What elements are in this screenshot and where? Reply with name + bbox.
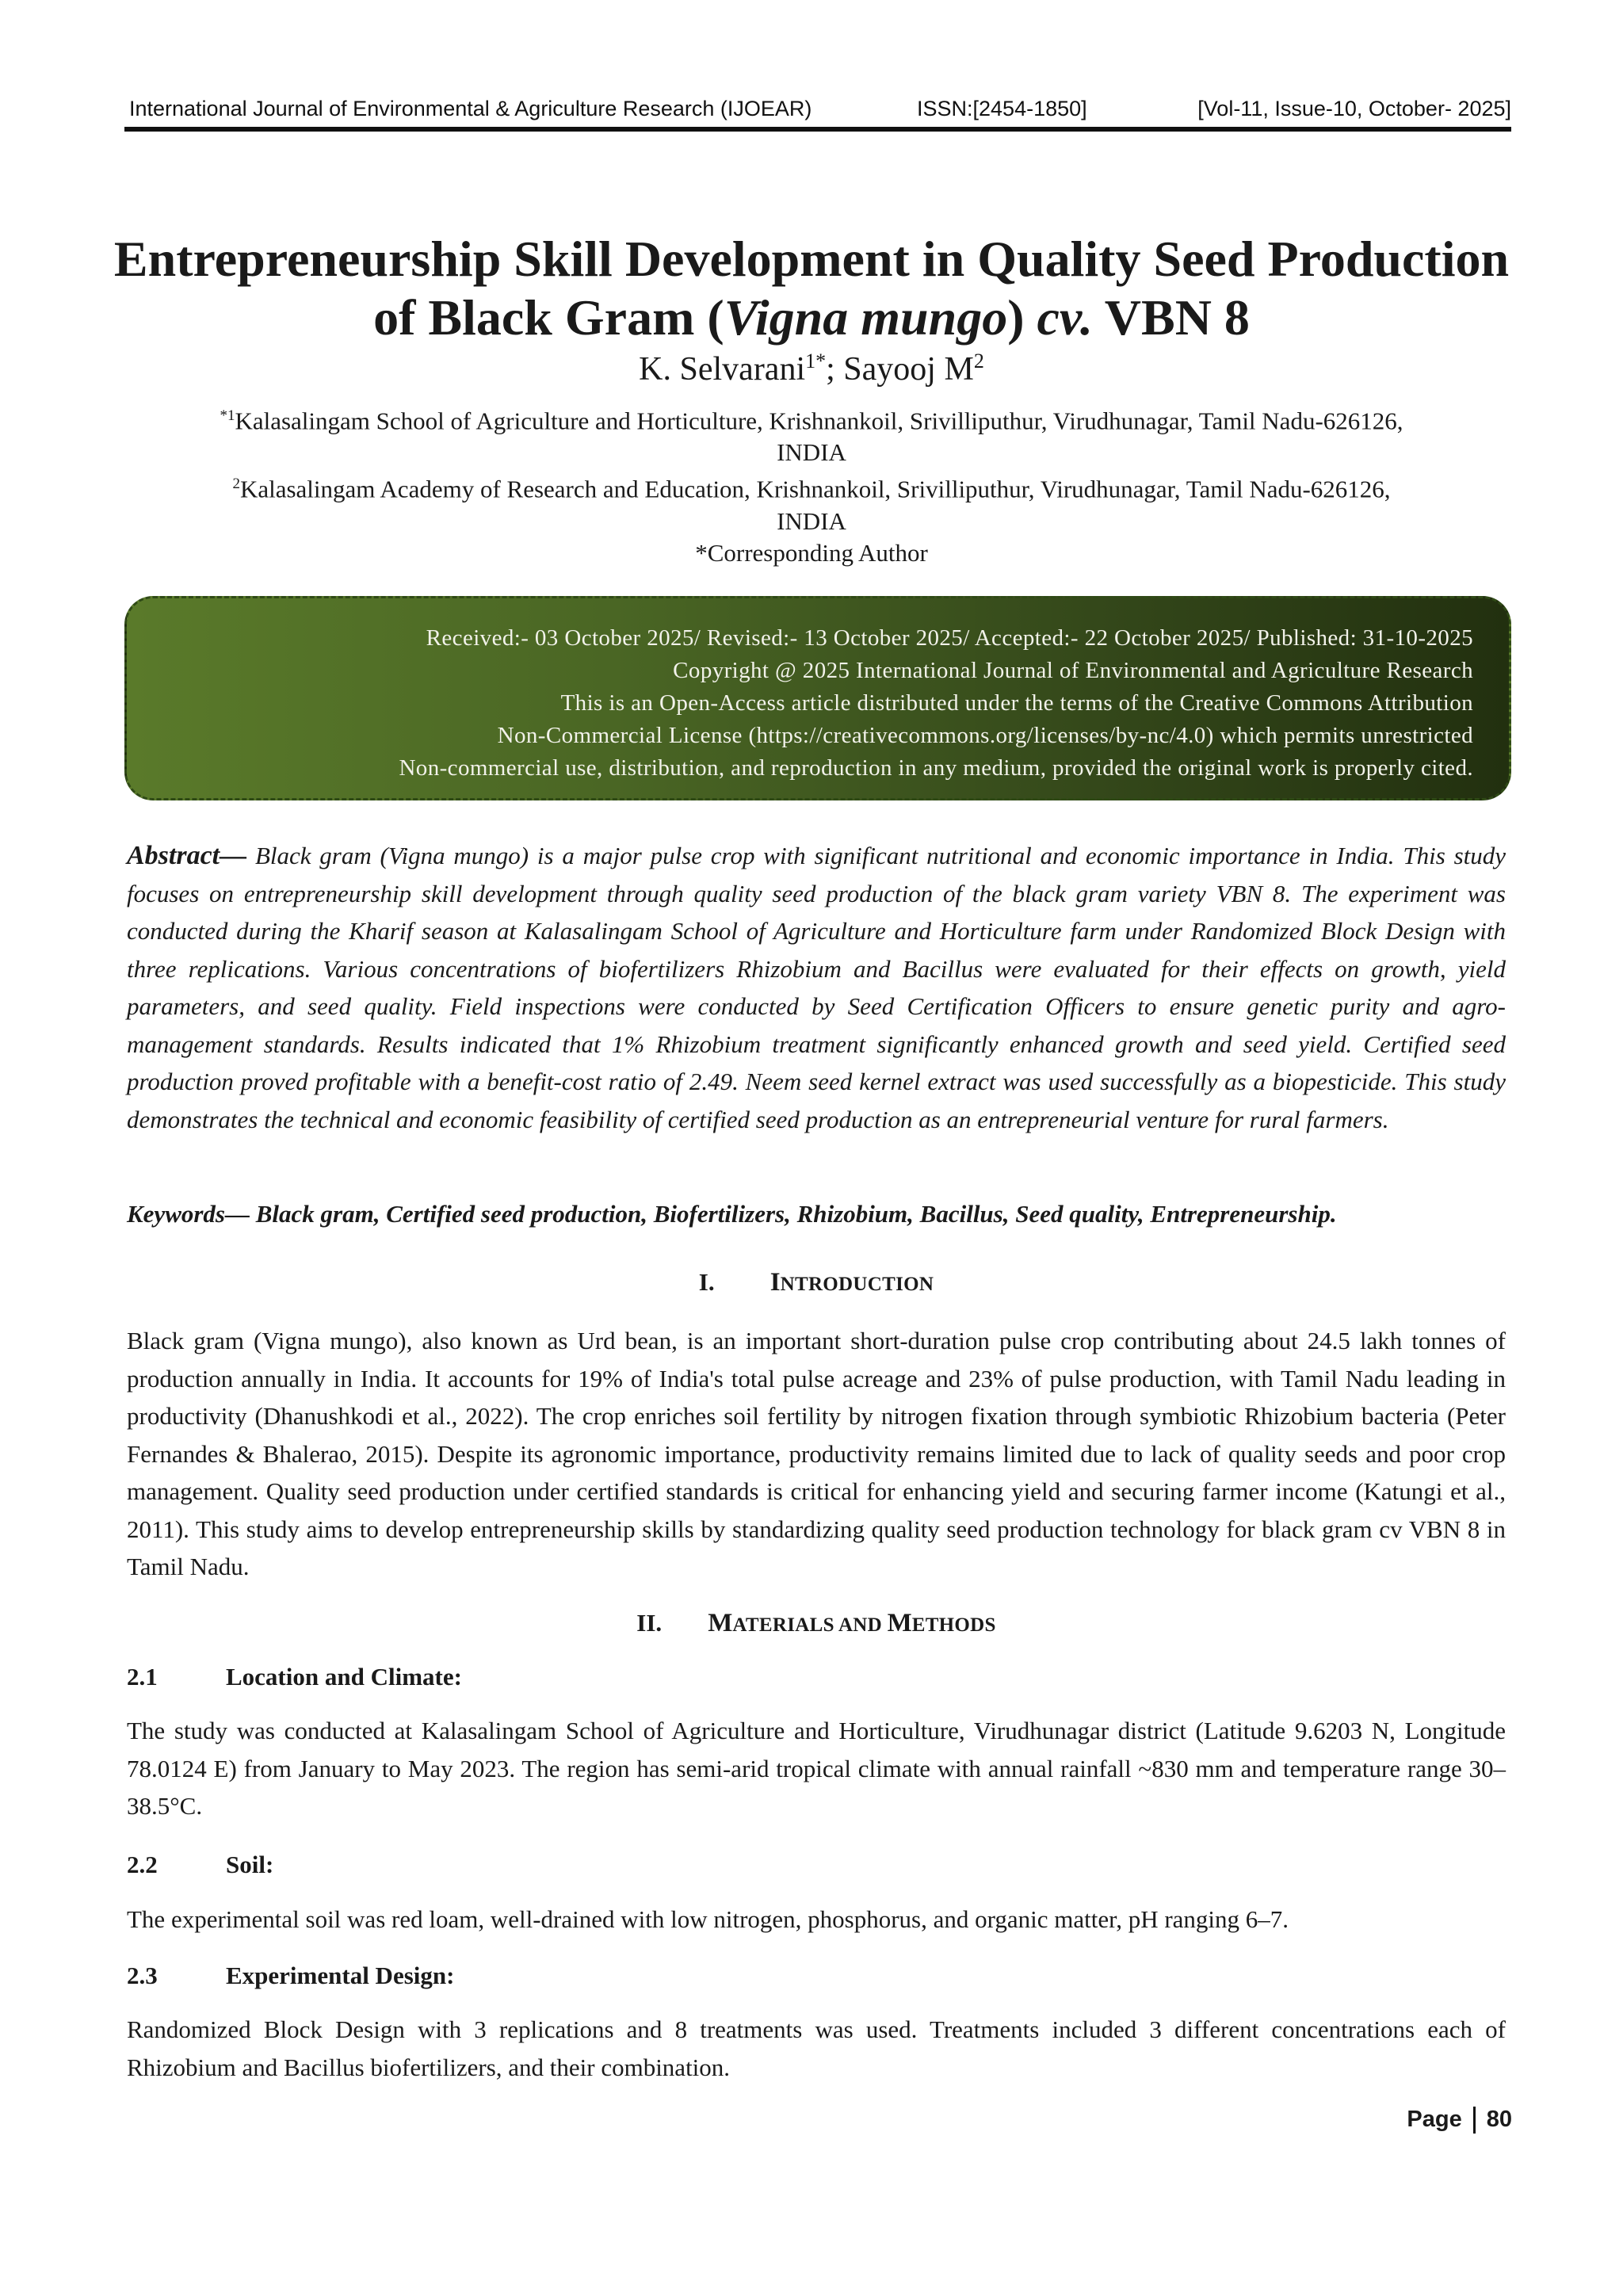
license-line: Non-Commercial License (https://creativecommons.org/licenses/by-nc/4.0) which permits unrestricted bbox=[497, 723, 1473, 748]
soil-paragraph: The experimental soil was red loam, well-drained with low nitrogen, phosphorus, and organic matter, pH ranging 6–7. bbox=[127, 1905, 1289, 1933]
page-divider bbox=[1473, 2107, 1476, 2134]
author-1: K. Selvarani bbox=[639, 351, 806, 388]
header-rule bbox=[124, 127, 1511, 132]
subsection-heading-design: 2.3 Experimental Design: bbox=[127, 1962, 455, 1989]
section-heading-methods: II. MATERIALS AND METHODS bbox=[636, 1609, 996, 1637]
species-name: Vigna mungo bbox=[724, 289, 1008, 346]
publication-info-banner bbox=[124, 596, 1511, 800]
author-2: Sayooj M bbox=[843, 351, 974, 388]
affiliation-2: $^2$Kalasalingam Academy of Research and Education, Krishnankoil, Srivilliputhur, Virudhunagar, Tamil Nadu-626126, bbox=[232, 475, 1391, 503]
keywords: Keywords— Black gram, Certified seed production, Biofertilizers, Rhizobium, Bacillus, Seed quality, Entrepreneurship. bbox=[127, 1200, 1337, 1228]
paper-title: Entrepreneurship Skill Development in Quality Seed Production of Black Gram (Vigna mungo) cv. VBN 8 bbox=[113, 231, 1510, 346]
subsection-heading-soil: 2.2 Soil: bbox=[127, 1851, 274, 1878]
banner-text: Received:- 03 October 2025/ Revised:- 13 October 2025/ Accepted:- 22 October 2025/ Published: 31-10-2025 Copyright @ 2025 International Journal of Environmental and Agriculture Research This is an Open-Access article distributed under the terms of the Creative Commons Attribution Non-Commercial License (https://creativecommons.org/licenses/by-nc/4.0) which permits unrestricted Non-commercial use, distribution, and reproduction in any medium, provided the original work is properly cited. bbox=[399, 622, 1473, 785]
issn: ISSN:[2454-1850] bbox=[917, 97, 1087, 120]
introduction-paragraph: Black gram (Vigna mungo), also known as Urd bean, is an important short-duration pulse crop contributing about 24.5 lakh tonnes of production annually in India. It accounts for 19% of India's total pulse acreage and 23% of pulse production, with Tamil Nadu leading in productivity (Dhanushkodi et al., 2022). The crop enriches soil fertility by nitrogen fixation through symbiotic Rhizobium bacteria (Peter Fernandes & Bhalerao, 2015). Despite its agronomic importance, productivity remains limited due to lack of quality seeds and poor crop management. Quality seed production under certified standards is critical for enhancing yield and securing farmer income (Katungi et al., 2011). This study aims to develop entrepreneurship skills by standardizing quality seed production technology for black gram cv VBN 8 in Tamil Nadu. bbox=[127, 1327, 1506, 1580]
page-number: Page 80 bbox=[1407, 2107, 1512, 2134]
design-paragraph: Randomized Block Design with 3 replications and 8 treatments was used. Treatments included 3 different concentrations each of Rhizobium and Bacillus biofertilizers, and their combination. bbox=[127, 2015, 1506, 2081]
abstract bbox=[127, 837, 1506, 1138]
publication-dates: Received:- 03 October 2025/ Revised:- 13 October 2025/ Accepted:- 22 October 2025/ Published: 31-10-2025 bbox=[426, 625, 1473, 651]
section-heading-introduction: I. INTRODUCTION bbox=[698, 1268, 934, 1297]
journal-name: International Journal of Environmental & Agriculture Research (IJOEAR) bbox=[129, 97, 812, 120]
abstract-label: Abstract— bbox=[127, 841, 247, 870]
abstract-text: Black gram (Vigna mungo) is a major pulse crop with significant nutritional and economic importance in India. This study focuses on entrepreneurship skill development through quality seed production of the black gram variety VBN 8. The experiment was conducted during the Kharif season at Kalasalingam School of Agriculture and Horticulture farm under Randomized Block Design with three replications. Various concentrations of biofertilizers Rhizobium and Bacillus were evaluated for their effects on growth, yield parameters, and seed quality. Field inspections were conducted by Seed Certification Officers to ensure genetic purity and agro-management standards. Results indicated that 1% Rhizobium treatment significantly enhanced growth and seed yield. Certified seed production proved profitable with a benefit-cost ratio of 2.49. Neem seed kernel extract was used successfully as a biopesticide. This study demonstrates the technical and economic feasibility of certified seed production as an entrepreneurial venture for rural farmers. bbox=[127, 842, 1507, 1133]
copyright-line: Copyright @ 2025 International Journal of Environmental and Agriculture Research bbox=[673, 658, 1473, 683]
location-paragraph: The study was conducted at Kalasalingam School of Agriculture and Horticulture, Virudhunagar district (Latitude 9.6203 N, Longitude 78.0124 E) from January to May 2023. The region has semi-arid tropical climate with annual rainfall ~830 mm and temperature range 30–38.5°C. bbox=[127, 1717, 1506, 1820]
affiliations: $^{*1}$Kalasalingam School of Agriculture and Horticulture, Krishnankoil, Srivilliputhur, Virudhunagar, Tamil Nadu-626126, INDIA $^2$Kalasalingam Academy of Research and Education, Krishnankoil, Srivilliputhur, Virudhunagar, Tamil Nadu-626126, INDIA *Corresponding Author bbox=[127, 400, 1496, 569]
subsection-heading-location: 2.1 Location and Climate: bbox=[127, 1663, 462, 1690]
volume-issue: [Vol-11, Issue-10, October- 2025] bbox=[1197, 97, 1511, 120]
title-line-1: Entrepreneurship Skill Development in Quality Seed Production bbox=[113, 231, 1510, 287]
affiliation-1: $^{*1}$Kalasalingam School of Agriculture and Horticulture, Krishnankoil, Srivilliputhur, Virudhunagar, Tamil Nadu-626126, bbox=[220, 407, 1403, 435]
author-list: K. Selvarani$^{1*}$; Sayooj $M^2$ bbox=[639, 350, 984, 388]
corresponding-author-note: *Corresponding Author bbox=[695, 538, 928, 567]
